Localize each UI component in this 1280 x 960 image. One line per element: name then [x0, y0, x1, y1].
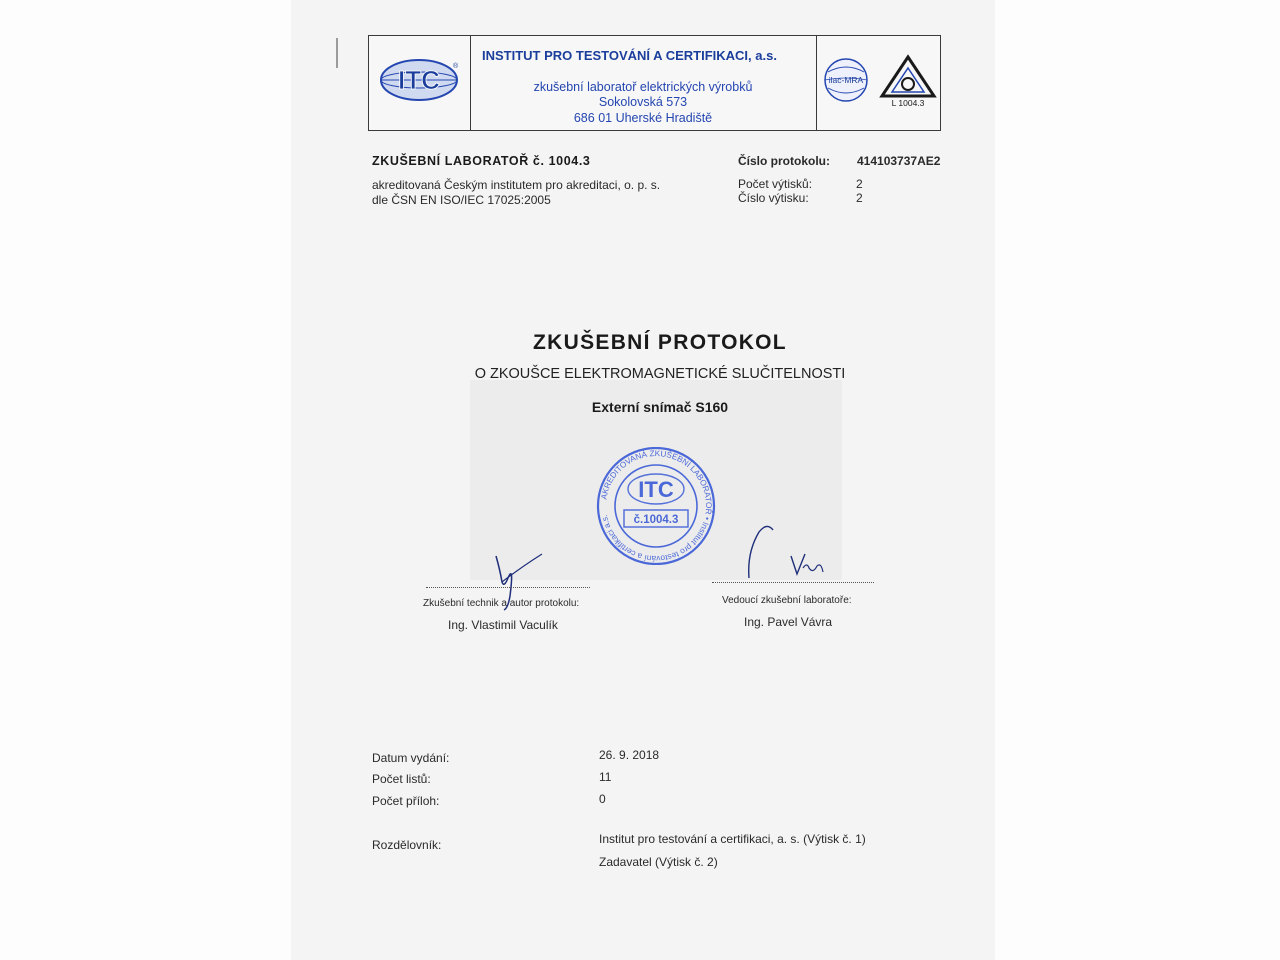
- product-name: Externí snímač S160: [591, 399, 729, 415]
- page-edge-mark: [336, 38, 338, 68]
- left-signature-caption: Zkušební technik a autor protokolu:: [423, 598, 580, 609]
- stamp-ring-text: AKREDITOVANÁ ZKUŠEBNÍ LABORATOŘ • Institut pro testování a certifikaci a.s.: [599, 448, 714, 564]
- cai-accreditation-logo-icon: [878, 54, 938, 108]
- copy-number-label: Číslo výtisku:: [738, 191, 809, 205]
- background-left: [0, 0, 291, 960]
- issue-date-value: 26. 9. 2018: [599, 748, 660, 762]
- attachment-count-label: Počet příloh:: [372, 794, 440, 808]
- ilac-mra-logo-icon: [822, 58, 870, 102]
- sheet-count-value: 11: [599, 770, 612, 784]
- accreditation-text: [372, 178, 660, 207]
- right-signature-line: [712, 582, 874, 583]
- attachment-count-value: 0: [599, 792, 606, 806]
- copies-count-label: Počet výtisků:: [738, 177, 813, 191]
- letterhead-accreditation-cell: [816, 36, 940, 130]
- letterhead-table: [368, 35, 941, 131]
- right-signatory-name: Ing. Pavel Vávra: [744, 615, 833, 629]
- lab-title: ZKUŠEBNÍ LABORATOŘ č. 1004.3: [372, 154, 591, 168]
- distribution-label: Rozdělovník:: [372, 838, 442, 852]
- sheet-count-label: Počet listů:: [372, 772, 431, 786]
- lab-line-2: Sokolovská 573: [598, 95, 688, 109]
- document-title: ZKUŠEBNÍ PROTOKOL: [533, 331, 787, 354]
- letterhead-address-cell: [470, 36, 817, 130]
- institute-name: INSTITUT PRO TESTOVÁNÍ A CERTIFIKACI, a.s.: [482, 48, 777, 63]
- issue-date-label: Datum vydání:: [372, 751, 450, 765]
- ilac-text: ilac-MRA: [828, 75, 864, 85]
- background-right: [995, 0, 1280, 960]
- copies-count-value: 2: [856, 177, 863, 191]
- svg-text:®: ®: [453, 63, 459, 70]
- laboratory-stamp: [594, 447, 718, 565]
- lab-line-3: 686 01 Uherské Hradiště: [573, 111, 713, 125]
- protocol-number-label: Číslo protokolu:: [738, 154, 830, 168]
- right-signature-caption: Vedoucí zkušební laboratoře:: [722, 595, 852, 606]
- distribution-recipient-1: Institut pro testování a certifikaci, a. s. (Výtisk č. 1): [599, 832, 866, 846]
- stamp-number: č.1004.3: [633, 514, 679, 526]
- itc-logo-text: ITC: [398, 65, 440, 95]
- distribution-recipient-2: Zadavatel (Výtisk č. 2): [599, 855, 718, 869]
- protocol-number-value: 414103737AE2: [857, 154, 941, 168]
- right-handwritten-signature: [743, 522, 829, 582]
- cai-code: L 1004.3: [891, 98, 925, 108]
- copy-number-value: 2: [856, 191, 863, 205]
- letterhead-logo-cell: [369, 36, 471, 130]
- accreditation-line-1: akreditovaná Českým institutem pro akreditaci, o. p. s.: [372, 178, 661, 192]
- itc-logo-icon: [379, 58, 459, 102]
- left-signatory-name: Ing. Vlastimil Vaculík: [448, 618, 558, 632]
- stamp-logo-text: ITC: [638, 477, 674, 502]
- left-signature-line: [426, 587, 590, 588]
- lab-line-1: zkušební laboratoř elektrických výrobků: [533, 80, 753, 94]
- accreditation-line-2: dle ČSN EN ISO/IEC 17025:2005: [372, 192, 551, 207]
- document-subtitle: O ZKOUŠCE ELEKTROMAGNETICKÉ SLUČITELNOSTI: [474, 366, 846, 382]
